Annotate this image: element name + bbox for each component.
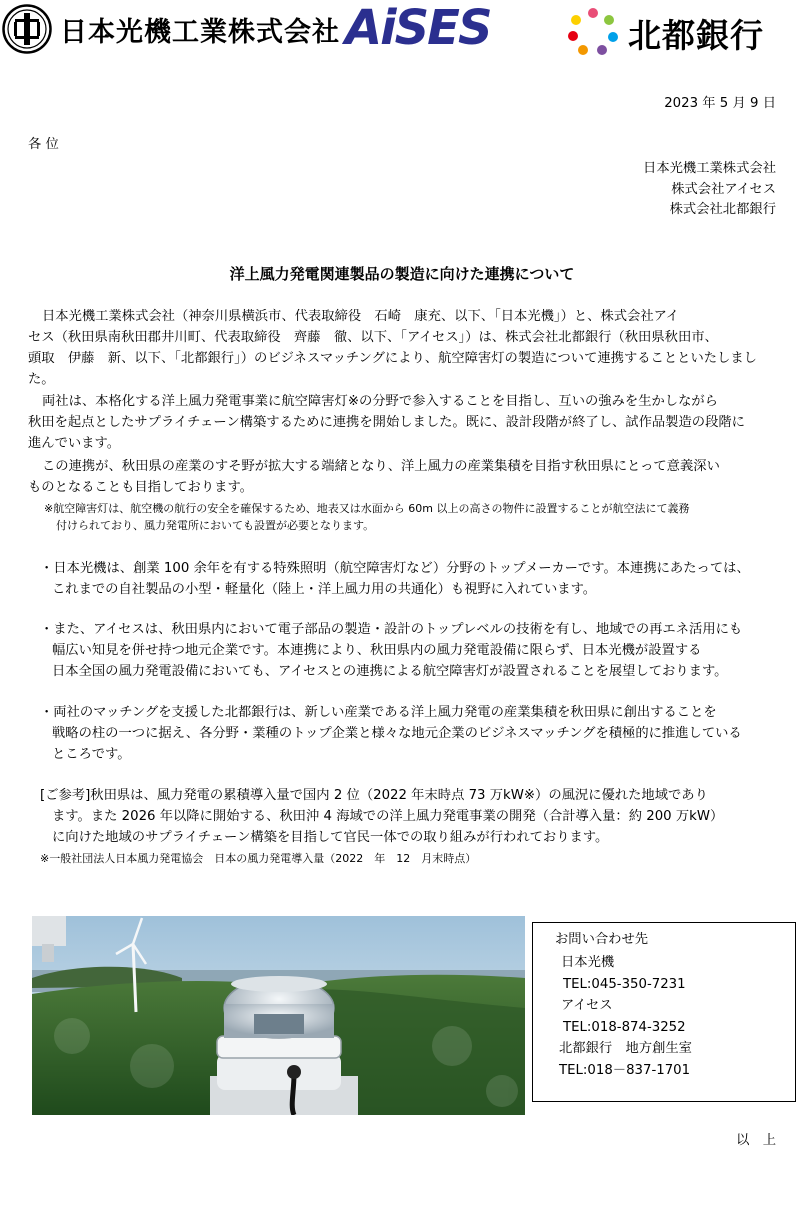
closing-mark: 以 上 [736, 1133, 776, 1148]
bullet-1-line-2: これまでの自社製品の小型・軽量化（陸上・洋上風力用の共通化）も視野に入れています。 [52, 582, 597, 597]
contact-box [532, 922, 796, 1102]
document-date: 2023 年 5 月 9 日 [664, 96, 776, 111]
contact-tel-hokuto: TEL:018－837-1701 [559, 1063, 691, 1078]
body-para-2-line-1: 両社は、本格化する洋上風力発電事業に航空障害灯※の分野で参入することを目指し、互いの強みを生かしながら [42, 394, 718, 409]
reference-line-2: ます。また 2026 年以降に開始する、秋田沖 4 海域での洋上風力発電事業の開発（合計導入量：約 200 万kW） [52, 809, 724, 824]
aviation-light-photo [32, 916, 525, 1115]
body-para-3-line-1: この連携が、秋田県の産業のすそ野が拡大する端緒となり、洋上風力の産業集積を目指す秋田県にとって意義深い [42, 459, 720, 474]
recipients: 各 位 [28, 137, 59, 152]
body-para-1-line-2: セス（秋田県南秋田郡井川町、代表取締役 齊藤 徹、以下、「アイセス」）は、株式会社北都銀行（秋田県秋田市、 [28, 330, 718, 345]
contact-org-hokuto: 北都銀行 地方創生室 [559, 1041, 692, 1056]
nikko-logo [2, 4, 340, 56]
footnote-2: ※一般社団法人日本風力発電協会 日本の風力発電導入量（2022 年 12 月末時点） [40, 852, 477, 865]
body-para-3-line-2: ものとなることも目指しております。 [28, 480, 253, 495]
contact-org-nikko: 日本光機 [561, 955, 615, 970]
nikko-seal-icon [2, 4, 52, 54]
issuer-company-1: 日本光機工業株式会社 [643, 161, 776, 176]
reference-line-3: に向けた地域のサプライチェーン構築を目指して官民一体での取り組みが行われております。 [52, 830, 609, 845]
document-title: 洋上風力発電関連製品の製造に向けた連携について [229, 265, 575, 283]
bullet-2-line-1: ・また、アイセスは、秋田県内において電子部品の製造・設計のトップレベルの技術を有し、地域での再エネ活用にも [40, 622, 743, 637]
bullet-2-line-2: 幅広い知見を併せ持つ地元企業です。本連携により、秋田県内の風力発電設備に限らず、日本光機が設置する [52, 643, 702, 658]
aises-logo [345, 0, 507, 58]
contact-tel-aises: TEL:018-874-3252 [563, 1020, 686, 1035]
bullet-1-line-1: ・日本光機は、創業 100 余年を有する特殊照明（航空障害灯など）分野のトップメーカーです。本連携にあたっては、 [40, 561, 750, 576]
contact-heading: お問い合わせ先 [555, 932, 649, 947]
reference-line-1: [ご参考]秋田県は、風力発電の累積導入量で国内 2 位（2022 年末時点 73 万kW※）の風況に優れた地域であり [40, 788, 708, 803]
body-para-1-line-3: 頭取 伊藤 新、以下、「北都銀行」）のビジネスマッチングにより、航空障害灯の製造について連携することといたしまし [28, 351, 757, 366]
body-para-2-line-3: 進んでいます。 [28, 436, 121, 451]
body-para-1-line-4: た。 [28, 372, 55, 387]
bullet-3-line-1: ・両社のマッチングを支援した北都銀行は、新しい産業である洋上風力発電の産業集積を秋田県に創出することを [40, 705, 717, 720]
body-para-1-line-1: 日本光機工業株式会社（神奈川県横浜市、代表取締役 石崎 康充、以下、「日本光機」）と、株式会社アイ [42, 309, 680, 324]
nikko-logo-text: 日本光機工業株式会社 [60, 17, 340, 48]
bullet-2-line-3: 日本全国の風力発電設備においても、アイセスとの連携による航空障害灯が設置されることを展望しております。 [52, 664, 728, 679]
bullet-3-line-3: ところです。 [52, 747, 131, 762]
hokuto-bank-logo [566, 6, 802, 56]
issuer-company-3: 株式会社北都銀行 [669, 202, 776, 217]
footnote-1-line-2: 付けられており、風力発電所においても設置が必要となります。 [56, 519, 375, 532]
body-para-2-line-2: 秋田を起点としたサプライチェーン構築するために連携を開始しました。既に、設計段階が終了し、試作品製造の段階に [28, 415, 745, 430]
aises-logo-text: AiSES [345, 0, 491, 56]
hokuto-logo-text: 北都銀行 [628, 16, 764, 55]
contact-org-aises: アイセス [561, 998, 613, 1013]
hokuto-dots-icon [566, 6, 620, 56]
issuer-company-2: 株式会社アイセス [671, 182, 776, 197]
footnote-1-line-1: ※航空障害灯は、航空機の航行の安全を確保するため、地表又は水面から 60m 以上の高さの物件に設置することが航空法にて義務 [44, 502, 690, 515]
bullet-3-line-2: 戦略の柱の一つに据え、各分野・業種のトップ企業と様々な地元企業のビジネスマッチングを積極的に推進している [52, 726, 742, 741]
contact-tel-nikko: TEL:045-350-7231 [563, 977, 686, 992]
